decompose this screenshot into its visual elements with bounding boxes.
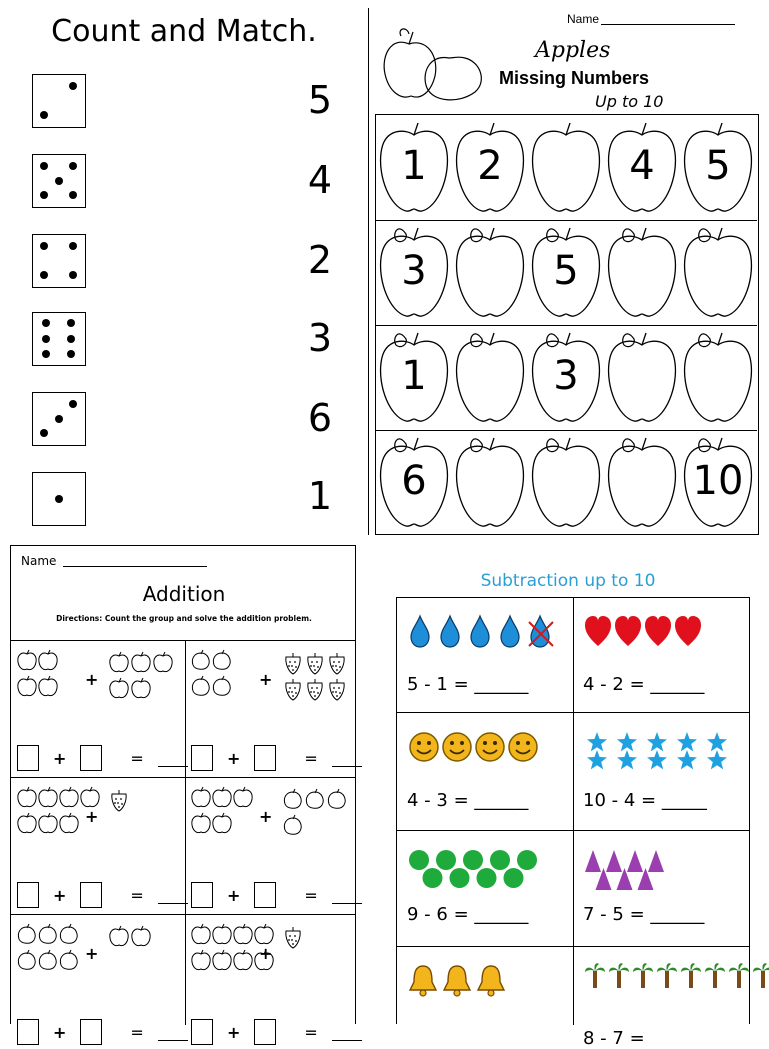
smiley-icon: [476, 733, 504, 761]
apple-outline-icon: [604, 220, 680, 325]
apple-outline-icon: [680, 325, 756, 430]
subtraction-problem: 10 - 4 = _____: [583, 790, 707, 811]
water-drop-icon: [471, 616, 489, 647]
apple-icon: [60, 787, 78, 807]
fruit-group: [185, 918, 357, 1008]
divider: [11, 914, 355, 915]
apple-icon: [234, 787, 252, 807]
subtraction-problem: 7 - 5 = ______: [583, 904, 705, 925]
circle-icon: [423, 868, 443, 888]
directions: Directions: Count the group and solve the addition problem.: [56, 614, 312, 623]
plum-icon: [18, 924, 35, 943]
match-number: 3: [307, 316, 333, 360]
apple-icon: [192, 924, 210, 944]
triangle-icon: [606, 850, 622, 872]
equals-sign: =: [304, 748, 318, 768]
palm-tree-icon: [729, 963, 749, 988]
plus-sign: +: [53, 885, 67, 905]
palm-tree-icon: [609, 963, 629, 988]
circle-icon: [409, 850, 429, 870]
name-label: Name: [567, 12, 600, 26]
apple-cell: [376, 430, 452, 535]
equals-sign: =: [304, 885, 318, 905]
subtraction-problem: 5 - 1 = ______: [407, 674, 529, 695]
water-drop-icon: [501, 616, 519, 647]
worksheet-title: Apples: [535, 38, 611, 63]
heart-icon: [615, 616, 641, 646]
worksheet-title: Count and Match.: [51, 14, 317, 49]
addition-worksheet: [10, 545, 356, 1042]
apple-icon: [132, 926, 150, 946]
plus-sign: +: [85, 944, 99, 963]
plum-icon: [192, 676, 209, 695]
triangle-icon: [585, 850, 601, 872]
apple-number: 1: [401, 143, 427, 189]
apple-number: 1: [401, 353, 427, 399]
plum-icon: [284, 789, 301, 808]
counting-pictures: [581, 728, 751, 788]
apple-icon: [39, 787, 57, 807]
worksheet-range: Up to 10: [595, 92, 664, 111]
apple-cell: [528, 430, 604, 535]
equals-sign: =: [304, 1022, 318, 1042]
apple-cell: [452, 220, 528, 325]
star-icon: [587, 750, 607, 769]
palm-tree-icon: [753, 963, 769, 988]
apple-outline-icon: [604, 430, 680, 535]
apple-icon: [18, 787, 36, 807]
apple-number: 6: [401, 458, 427, 504]
match-number: 4: [307, 158, 333, 202]
apple-number: 2: [477, 143, 503, 189]
answer-box[interactable]: [191, 745, 213, 771]
addition-equation: [191, 744, 362, 772]
star-icon: [707, 732, 727, 751]
apple-icon: [110, 652, 128, 672]
dice-pip: [69, 400, 77, 408]
bell-icon: [478, 966, 504, 996]
bell-icon: [410, 966, 436, 996]
subtraction-problem: 4 - 2 = ______: [583, 674, 705, 695]
divider: [11, 777, 355, 778]
dice-face: [32, 472, 86, 526]
apple-row: [376, 220, 757, 326]
smiley-icon: [410, 733, 438, 761]
plum-icon: [213, 676, 230, 695]
apple-icon: [192, 787, 210, 807]
apple-cell: [680, 325, 756, 430]
apple-icon: [154, 652, 172, 672]
dice-pip: [40, 429, 48, 437]
apple-icon: [192, 950, 210, 970]
apple-icon: [110, 678, 128, 698]
dice-pip: [67, 350, 75, 358]
star-icon: [617, 732, 637, 751]
divider: [11, 640, 355, 641]
plum-icon: [60, 924, 77, 943]
strawberry-icon: [286, 679, 300, 700]
subtraction-problem: 9 - 6 = ______: [407, 904, 529, 925]
answer-box[interactable]: [254, 882, 276, 908]
water-drop-icon: [529, 616, 553, 647]
dice-pip: [67, 319, 75, 327]
apple-cell: [680, 430, 756, 535]
apple-illustration: [419, 48, 489, 108]
answer-line[interactable]: [332, 887, 362, 904]
apple-icon: [234, 950, 252, 970]
apple-outline-icon: [452, 220, 528, 325]
apple-cell: [376, 115, 452, 220]
plus-sign: +: [259, 670, 273, 689]
apple-outline-icon: [604, 325, 680, 430]
apple-icon: [18, 650, 36, 670]
apple-icon: [39, 650, 57, 670]
dice-pip: [40, 242, 48, 250]
plus-sign: +: [53, 1022, 67, 1042]
dice-pip: [69, 271, 77, 279]
palm-tree-icon: [681, 963, 701, 988]
apple-row: [376, 325, 757, 431]
apple-icon: [213, 950, 231, 970]
dice-pip: [55, 415, 63, 423]
plus-sign: +: [227, 1022, 241, 1042]
answer-box[interactable]: [191, 1019, 213, 1045]
dice-pip: [69, 191, 77, 199]
dice-face: [32, 74, 86, 128]
plus-sign: +: [53, 748, 67, 768]
apple-icon: [39, 676, 57, 696]
addition-equation: [191, 1018, 362, 1046]
apple-cell: [604, 115, 680, 220]
answer-box[interactable]: [17, 745, 39, 771]
counting-pictures: [405, 846, 575, 906]
dice-pip: [40, 111, 48, 119]
addition-equation: [17, 881, 188, 909]
heart-icon: [585, 616, 611, 646]
equals-sign: =: [130, 885, 144, 905]
fruit-group: [185, 781, 357, 871]
dice-pip: [55, 177, 63, 185]
apple-number: 4: [629, 143, 655, 189]
name-line: [63, 566, 207, 567]
subtraction-worksheet: [368, 545, 768, 1049]
apple-number: 5: [705, 143, 731, 189]
fruit-group: [185, 644, 357, 734]
apple-cell: [452, 430, 528, 535]
match-number: 1: [307, 474, 333, 518]
apple-number: 3: [553, 353, 579, 399]
heart-icon: [675, 616, 701, 646]
answer-box[interactable]: [80, 745, 102, 771]
star-icon: [587, 732, 607, 751]
apples-missing-numbers-worksheet: [368, 8, 769, 535]
apple-icon: [18, 676, 36, 696]
apple-icon: [110, 926, 128, 946]
apple-icon: [213, 924, 231, 944]
dice-pip: [40, 271, 48, 279]
equals-sign: =: [130, 748, 144, 768]
star-icon: [707, 750, 727, 769]
palm-tree-icon: [633, 963, 653, 988]
apple-cell: [604, 220, 680, 325]
plus-sign: +: [227, 885, 241, 905]
water-drop-icon: [411, 616, 429, 647]
apple-cell: [528, 115, 604, 220]
answer-box[interactable]: [17, 882, 39, 908]
plum-icon: [213, 650, 230, 669]
plus-sign: +: [227, 748, 241, 768]
palm-tree-icon: [585, 963, 605, 988]
apple-cell: [680, 220, 756, 325]
addition-equation: [17, 744, 188, 772]
dice-pip: [69, 82, 77, 90]
apple-cell: [528, 220, 604, 325]
apple-icon: [39, 813, 57, 833]
circle-icon: [490, 850, 510, 870]
answer-box[interactable]: [17, 1019, 39, 1045]
fruit-group: [11, 781, 183, 871]
apple-outline-icon: [452, 325, 528, 430]
apple-outline-icon: [528, 115, 604, 220]
answer-box[interactable]: [254, 1019, 276, 1045]
plum-icon: [328, 789, 345, 808]
apple-cell: [376, 325, 452, 430]
bell-icon: [444, 966, 470, 996]
apple-icon: [192, 813, 210, 833]
strawberry-icon: [330, 679, 344, 700]
answer-box[interactable]: [191, 882, 213, 908]
name-label: Name: [21, 554, 57, 568]
dice-face: [32, 392, 86, 446]
answer-box[interactable]: [254, 745, 276, 771]
dice-face: [32, 154, 86, 208]
subtraction-problem: 4 - 3 = ______: [407, 790, 529, 811]
counting-pictures: [581, 846, 751, 906]
star-icon: [617, 750, 637, 769]
strawberry-icon: [308, 653, 322, 674]
plus-sign: +: [259, 944, 273, 963]
dice-pip: [40, 191, 48, 199]
dice-pip: [42, 335, 50, 343]
answer-line[interactable]: [158, 750, 188, 767]
strawberry-icon: [308, 679, 322, 700]
apple-icon: [255, 924, 273, 944]
circle-icon: [504, 868, 524, 888]
dice-pip: [42, 350, 50, 358]
dice-pip: [55, 495, 63, 503]
triangle-icon: [648, 850, 664, 872]
apple-row: [376, 115, 757, 221]
plum-icon: [39, 950, 56, 969]
answer-line[interactable]: [158, 1024, 188, 1041]
strawberry-icon: [112, 790, 126, 811]
fruit-group: [11, 644, 183, 734]
apple-icon: [234, 924, 252, 944]
worksheet-title: Addition: [142, 582, 226, 606]
dice-pip: [67, 335, 75, 343]
counting-pictures: [405, 960, 575, 1020]
answer-box[interactable]: [80, 882, 102, 908]
answer-line[interactable]: [332, 1024, 362, 1041]
strawberry-icon: [330, 653, 344, 674]
circle-icon: [517, 850, 537, 870]
apple-icon: [18, 813, 36, 833]
star-icon: [677, 732, 697, 751]
plum-icon: [192, 650, 209, 669]
answer-line[interactable]: [332, 750, 362, 767]
apple-outline-icon: [452, 430, 528, 535]
dice-pip: [69, 162, 77, 170]
apple-number: 5: [553, 248, 579, 294]
strawberry-icon: [286, 653, 300, 674]
palm-tree-icon: [657, 963, 677, 988]
count-and-match-worksheet: [0, 0, 368, 535]
apple-cell: [604, 325, 680, 430]
star-icon: [647, 750, 667, 769]
palm-tree-icon: [705, 963, 725, 988]
worksheet-subtitle: Missing Numbers: [499, 68, 650, 88]
plus-sign: +: [85, 807, 99, 826]
dice-pip: [40, 162, 48, 170]
addition-equation: [191, 881, 362, 909]
plum-icon: [39, 924, 56, 943]
apple-number-grid: [375, 114, 759, 535]
plus-sign: +: [259, 807, 273, 826]
answer-box[interactable]: [80, 1019, 102, 1045]
subtraction-grid: [396, 597, 750, 1049]
circle-icon: [477, 868, 497, 888]
plum-icon: [306, 789, 323, 808]
apple-cell: [604, 430, 680, 535]
apple-icon: [60, 813, 78, 833]
smiley-icon: [509, 733, 537, 761]
apple-cell: [452, 325, 528, 430]
dice-face: [32, 234, 86, 288]
match-number: 2: [307, 238, 333, 282]
counting-pictures: [405, 612, 575, 672]
apple-outline-icon: [680, 220, 756, 325]
counting-pictures: [581, 958, 751, 1018]
apple-cell: [376, 220, 452, 325]
subtraction-problem: 8 - 7 =: [583, 1028, 645, 1049]
smiley-icon: [443, 733, 471, 761]
apple-number: 10: [692, 458, 744, 504]
fruit-group: [11, 918, 183, 1008]
water-drop-icon: [441, 616, 459, 647]
plus-sign: +: [85, 670, 99, 689]
apple-icon: [213, 787, 231, 807]
star-icon: [647, 732, 667, 751]
apple-icon: [213, 813, 231, 833]
equals-sign: =: [130, 1022, 144, 1042]
apple-icon: [81, 787, 99, 807]
dice-pip: [69, 242, 77, 250]
answer-line[interactable]: [158, 887, 188, 904]
name-line: [601, 24, 735, 25]
apple-row: [376, 430, 757, 535]
dice-pip: [42, 319, 50, 327]
circle-icon: [463, 850, 483, 870]
match-number: 6: [307, 396, 333, 440]
strawberry-icon: [286, 927, 300, 948]
match-number: 5: [307, 78, 333, 122]
dice-face: [32, 312, 86, 366]
apple-icon: [132, 652, 150, 672]
apple-icon: [132, 678, 150, 698]
apple-outline-icon: [528, 430, 604, 535]
plum-icon: [18, 950, 35, 969]
circle-icon: [436, 850, 456, 870]
plum-icon: [60, 950, 77, 969]
apple-cell: [528, 325, 604, 430]
apple-cell: [680, 115, 756, 220]
plum-icon: [284, 815, 301, 834]
apple-number: 3: [401, 248, 427, 294]
worksheet-title: Subtraction up to 10: [480, 571, 656, 591]
apple-cell: [452, 115, 528, 220]
triangle-icon: [627, 850, 643, 872]
circle-icon: [450, 868, 470, 888]
counting-pictures: [581, 612, 751, 672]
addition-equation: [17, 1018, 188, 1046]
star-icon: [677, 750, 697, 769]
heart-icon: [645, 616, 671, 646]
counting-pictures: [405, 728, 575, 788]
